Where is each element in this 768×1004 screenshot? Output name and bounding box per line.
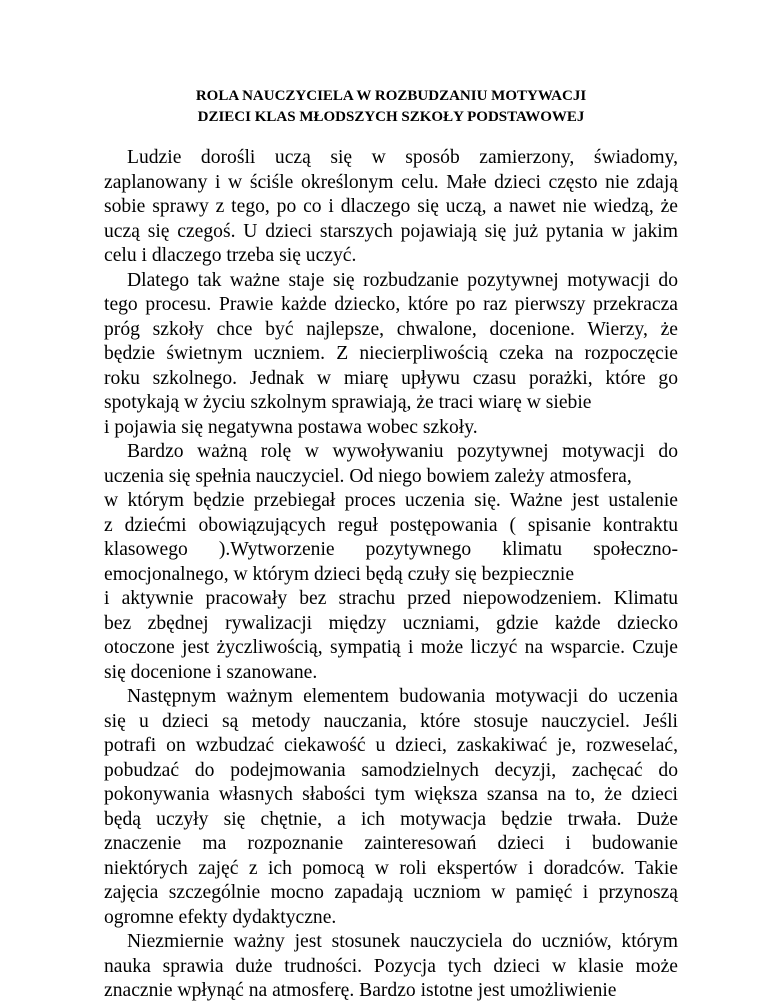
text-line: uczenia się spełnia nauczyciel. Od niego bowiem zależy atmosfera, xyxy=(104,465,632,487)
text-line: pobudzać do podejmowania samodzielnych decyzji, zachęcać do xyxy=(104,759,678,781)
text-line: pokonywania własnych słabości tym większa szansa na to, że dzieci xyxy=(104,784,678,805)
text-line: zaplanowany i w ściśle określonym celu. Małe dzieci często nie zdają xyxy=(104,171,678,193)
text-line: sobie sprawy z tego, po co i dlaczego się uczą, a nawet nie wiedzą, że xyxy=(104,196,678,217)
text-line: tego procesu. Prawie każde dziecko, które po raz pierwszy przekracza xyxy=(104,294,678,315)
text-line: w którym będzie przebiegał proces uczenia się. Ważne jest ustalenie xyxy=(104,490,678,511)
text-line: Dlatego tak ważne staje się rozbudzanie pozytywnej motywacji do xyxy=(127,269,678,291)
title-line-1: ROLA NAUCZYCIELA W ROZBUDZANIU MOTYWACJI xyxy=(195,88,587,104)
title-line-2: DZIECI KLAS MŁODSZYCH SZKOŁY PODSTAWOWEJ xyxy=(197,109,585,125)
text-line: z dziećmi obowiązujących reguł postępowania ( spisanie kontraktu xyxy=(104,514,678,536)
document-body xyxy=(104,146,678,1004)
text-line: ogromne efekty dydaktyczne. xyxy=(104,906,337,928)
text-line: Niezmiernie ważny jest stosunek nauczyciela do uczniów, którym xyxy=(127,931,678,952)
text-line: bez zbędnej rywalizacji między uczniami, gdzie każde dziecko xyxy=(104,612,678,634)
text-line: Bardzo ważną rolę w wywoływaniu pozytywnej motywacji do xyxy=(127,441,678,462)
document-page xyxy=(104,86,678,1004)
text-line: znaczenie ma rozpoznanie zainteresowań dzieci i budowanie xyxy=(104,833,678,854)
text-line: Następnym ważnym elementem budowania motywacji do uczenia xyxy=(127,686,678,707)
text-line: próg szkoły chce być najlepsze, chwalone, docenione. Wierzy, że xyxy=(104,318,678,340)
text-line: zajęcia szczególnie mocno zapadają uczniom w pamięć i przynoszą xyxy=(104,882,678,903)
text-line: uczą się czegoś. U dzieci starszych pojawiają się już pytania w jakim xyxy=(104,220,678,242)
text-line: otoczone jest życzliwością, sympatią i może liczyć na wsparcie. Czuje xyxy=(104,637,678,658)
text-line: i pojawia się negatywna postawa wobec szkoły. xyxy=(104,416,478,438)
text-line: znacznie wpłynąć na atmosferę. Bardzo istotne jest umożliwienie xyxy=(104,980,617,1001)
text-line: celu i dlaczego trzeba się uczyć. xyxy=(104,245,357,266)
text-line: i aktywnie pracowały bez strachu przed niepowodzeniem. Klimatu xyxy=(104,588,678,609)
text-line: spotykają w życiu szkolnym sprawiają, że traci wiarę w siebie xyxy=(104,392,592,413)
text-line: roku szkolnego. Jednak w miarę upływu czasu porażki, które go xyxy=(104,367,678,389)
text-line: klasowego ).Wytworzenie pozytywnego klimatu społeczno- xyxy=(104,539,678,560)
text-line: będą uczyły się chętnie, a ich motywacja będzie trwała. Duże xyxy=(104,808,678,830)
text-line: emocjonalnego, w którym dzieci będą czuły się bezpiecznie xyxy=(104,563,575,585)
text-line: się u dzieci są metody nauczania, które stosuje nauczyciel. Jeśli xyxy=(104,710,678,732)
document-title xyxy=(104,86,678,128)
text-line: nauka sprawia duże trudności. Pozycja tych dzieci w klasie może xyxy=(104,955,678,977)
text-line: Ludzie dorośli uczą się w sposób zamierzony, świadomy, xyxy=(127,147,678,168)
text-line: potrafi on wzbudzać ciekawość u dzieci, zaskakiwać je, rozweselać, xyxy=(104,735,678,756)
text-line: będzie świetnym uczniem. Z niecierpliwością czeka na rozpoczęcie xyxy=(104,343,678,364)
text-line: się docenione i szanowane. xyxy=(104,661,318,683)
text-line: niektórych zajęć z ich pomocą w roli ekspertów i doradców. Takie xyxy=(104,857,678,879)
